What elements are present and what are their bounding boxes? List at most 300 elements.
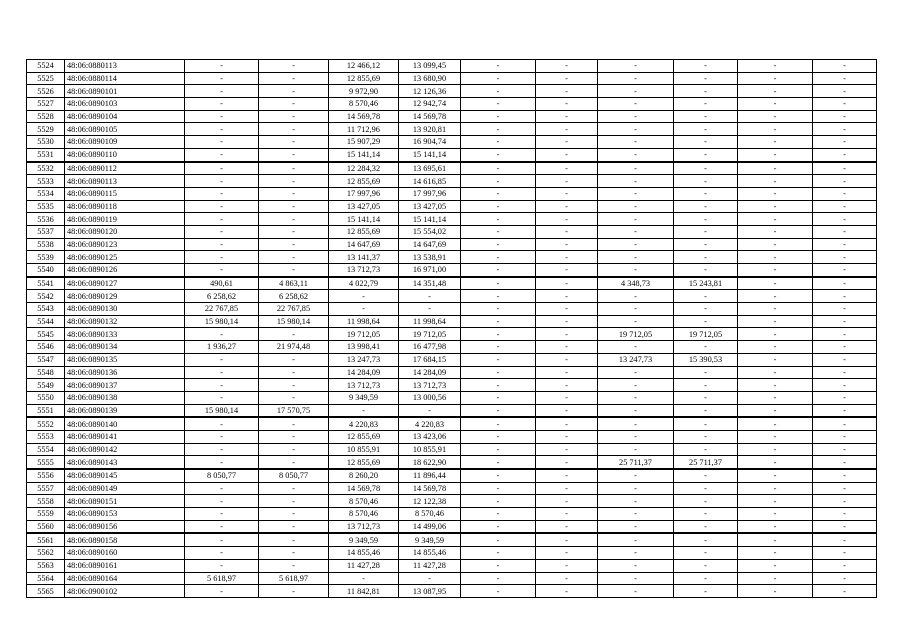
value-cell: - (738, 72, 813, 85)
value-cell: - (598, 559, 674, 572)
value-cell: - (399, 404, 461, 417)
value-cell: - (461, 559, 536, 572)
value-cell: - (738, 366, 813, 379)
value-cell: - (536, 213, 598, 226)
row-number-cell: 5554 (27, 443, 65, 456)
value-cell: - (738, 213, 813, 226)
value-cell: - (536, 238, 598, 251)
value-cell: - (738, 456, 813, 469)
row-number-cell: 5545 (27, 328, 65, 341)
value-cell: - (674, 213, 738, 226)
value-cell: - (536, 585, 598, 598)
table-row (27, 520, 877, 533)
value-cell: - (259, 123, 329, 136)
cadastral-number-cell: 48:06:0890151 (65, 495, 185, 508)
cadastral-number-cell: 48:06:0890141 (65, 430, 185, 443)
value-cell: - (185, 417, 259, 430)
table-row (27, 469, 877, 482)
row-number-cell: 5551 (27, 404, 65, 417)
row-number-cell: 5544 (27, 315, 65, 328)
value-cell: - (738, 251, 813, 264)
value-cell: - (598, 225, 674, 238)
value-cell: - (738, 585, 813, 598)
value-cell: - (461, 264, 536, 277)
value-cell: 11 998,64 (329, 315, 399, 328)
value-cell: - (461, 547, 536, 560)
value-cell: 4 022,79 (329, 277, 399, 290)
value-cell: - (259, 379, 329, 392)
cadastral-number-cell: 48:06:0890125 (65, 251, 185, 264)
table-row (27, 213, 877, 226)
value-cell: - (813, 495, 877, 508)
value-cell: - (185, 72, 259, 85)
table-row (27, 303, 877, 316)
value-cell: - (259, 508, 329, 521)
value-cell: - (461, 456, 536, 469)
value-cell: - (536, 328, 598, 341)
value-cell: - (185, 391, 259, 404)
value-cell: - (185, 98, 259, 111)
value-cell: - (598, 110, 674, 123)
value-cell: - (259, 456, 329, 469)
value-cell: 15 390,53 (674, 353, 738, 366)
row-number-cell: 5525 (27, 72, 65, 85)
value-cell: - (185, 547, 259, 560)
table-row (27, 72, 877, 85)
value-cell: - (536, 315, 598, 328)
value-cell: - (185, 200, 259, 213)
row-number-cell: 5560 (27, 520, 65, 533)
value-cell: - (259, 98, 329, 111)
value-cell: - (813, 315, 877, 328)
value-cell: - (536, 290, 598, 303)
value-cell: - (598, 98, 674, 111)
value-cell: 13 695,61 (399, 162, 461, 175)
value-cell: - (461, 353, 536, 366)
value-cell: - (813, 547, 877, 560)
value-cell: - (598, 85, 674, 98)
value-cell: - (185, 110, 259, 123)
row-number-cell: 5527 (27, 98, 65, 111)
value-cell: - (738, 98, 813, 111)
value-cell: - (674, 175, 738, 188)
value-cell: - (598, 175, 674, 188)
value-cell: - (536, 175, 598, 188)
row-number-cell: 5547 (27, 353, 65, 366)
value-cell: 13 538,91 (399, 251, 461, 264)
value-cell: - (185, 443, 259, 456)
value-cell: - (536, 443, 598, 456)
value-cell: - (185, 353, 259, 366)
value-cell: 11 427,28 (399, 559, 461, 572)
value-cell: - (813, 430, 877, 443)
cadastral-number-cell: 48:06:0890158 (65, 533, 185, 546)
value-cell: - (598, 251, 674, 264)
value-cell: 14 616,85 (399, 175, 461, 188)
cadastral-number-cell: 48:06:0890140 (65, 417, 185, 430)
value-cell: - (598, 123, 674, 136)
cadastral-number-cell: 48:06:0890143 (65, 456, 185, 469)
value-cell: 15 243,81 (674, 277, 738, 290)
value-cell: - (329, 572, 399, 585)
value-cell: - (813, 417, 877, 430)
value-cell: - (185, 136, 259, 149)
value-cell: - (813, 443, 877, 456)
value-cell: - (598, 200, 674, 213)
cadastral-number-cell: 48:06:0890153 (65, 508, 185, 521)
cadastral-number-cell: 48:06:0890105 (65, 123, 185, 136)
value-cell: - (813, 123, 877, 136)
value-cell: - (259, 238, 329, 251)
value-cell: 14 647,69 (399, 238, 461, 251)
value-cell: - (598, 315, 674, 328)
value-cell: - (536, 366, 598, 379)
value-cell: - (674, 251, 738, 264)
value-cell: - (813, 366, 877, 379)
value-cell: - (738, 341, 813, 354)
row-number-cell: 5549 (27, 379, 65, 392)
value-cell: - (259, 175, 329, 188)
value-cell: - (185, 328, 259, 341)
value-cell: - (738, 508, 813, 521)
value-cell: 14 569,78 (329, 110, 399, 123)
value-cell: - (813, 72, 877, 85)
value-cell: 4 863,11 (259, 277, 329, 290)
table-row (27, 225, 877, 238)
value-cell: 12 126,36 (399, 85, 461, 98)
value-cell: - (813, 85, 877, 98)
value-cell: - (813, 391, 877, 404)
value-cell: - (259, 251, 329, 264)
value-cell: - (185, 187, 259, 200)
value-cell: 14 569,78 (399, 110, 461, 123)
value-cell: 14 284,09 (329, 366, 399, 379)
value-cell: - (813, 341, 877, 354)
value-cell: - (598, 303, 674, 316)
row-number-cell: 5559 (27, 508, 65, 521)
value-cell: - (738, 391, 813, 404)
value-cell: - (674, 200, 738, 213)
value-cell: 13 141,37 (329, 251, 399, 264)
row-number-cell: 5542 (27, 290, 65, 303)
value-cell: 15 980,14 (185, 404, 259, 417)
value-cell: - (536, 533, 598, 546)
value-cell: - (461, 328, 536, 341)
value-cell: - (536, 187, 598, 200)
value-cell: 15 554,02 (399, 225, 461, 238)
value-cell: 17 570,75 (259, 404, 329, 417)
value-cell: - (813, 187, 877, 200)
value-cell: - (674, 303, 738, 316)
value-cell: - (598, 136, 674, 149)
value-cell: - (259, 148, 329, 161)
value-cell: - (598, 520, 674, 533)
cadastral-number-cell: 48:06:0880114 (65, 72, 185, 85)
table-row (27, 443, 877, 456)
cadastral-number-cell: 48:06:0890127 (65, 277, 185, 290)
value-cell: - (598, 585, 674, 598)
value-cell: - (674, 225, 738, 238)
value-cell: - (185, 148, 259, 161)
value-cell: - (598, 264, 674, 277)
value-cell: - (738, 162, 813, 175)
table-row (27, 290, 877, 303)
value-cell: 14 855,46 (329, 547, 399, 560)
value-cell: - (259, 213, 329, 226)
value-cell: - (461, 572, 536, 585)
row-number-cell: 5565 (27, 585, 65, 598)
value-cell: - (461, 98, 536, 111)
value-cell: - (738, 430, 813, 443)
value-cell: - (185, 366, 259, 379)
value-cell: - (185, 123, 259, 136)
value-cell: - (813, 110, 877, 123)
value-cell: 15 141,14 (329, 148, 399, 161)
value-cell: - (738, 264, 813, 277)
row-number-cell: 5533 (27, 175, 65, 188)
value-cell: - (598, 391, 674, 404)
value-cell: - (536, 123, 598, 136)
table-row (27, 162, 877, 175)
value-cell: - (813, 251, 877, 264)
row-number-cell: 5546 (27, 341, 65, 354)
value-cell: - (536, 430, 598, 443)
value-cell: - (329, 404, 399, 417)
value-cell: - (738, 417, 813, 430)
value-cell: 12 855,69 (329, 430, 399, 443)
row-number-cell: 5561 (27, 533, 65, 546)
row-number-cell: 5537 (27, 225, 65, 238)
value-cell: 25 711,37 (674, 456, 738, 469)
value-cell: 8 570,46 (399, 508, 461, 521)
value-cell: 6 258,62 (185, 290, 259, 303)
value-cell: - (813, 404, 877, 417)
value-cell: - (185, 213, 259, 226)
value-cell: 4 348,73 (598, 277, 674, 290)
table-row (27, 175, 877, 188)
value-cell: 14 569,78 (329, 482, 399, 495)
value-cell: - (259, 495, 329, 508)
value-cell: 9 349,59 (329, 391, 399, 404)
table-row (27, 533, 877, 546)
value-cell: - (674, 366, 738, 379)
value-cell: 19 712,05 (329, 328, 399, 341)
value-cell: 13 247,73 (598, 353, 674, 366)
cadastral-number-cell: 48:06:0890115 (65, 187, 185, 200)
value-cell: 12 855,69 (329, 72, 399, 85)
table-row (27, 572, 877, 585)
value-cell: - (738, 110, 813, 123)
value-cell: 22 767,85 (185, 303, 259, 316)
value-cell: - (259, 417, 329, 430)
value-cell: - (461, 303, 536, 316)
value-cell: 15 907,29 (329, 136, 399, 149)
value-cell: - (598, 404, 674, 417)
value-cell: - (461, 225, 536, 238)
value-cell: - (813, 162, 877, 175)
value-cell: - (461, 175, 536, 188)
value-cell: - (674, 404, 738, 417)
value-cell: - (738, 136, 813, 149)
table-row (27, 238, 877, 251)
value-cell: - (259, 200, 329, 213)
value-cell: - (536, 148, 598, 161)
value-cell: - (738, 60, 813, 73)
value-cell: - (813, 98, 877, 111)
cadastral-number-cell: 48:06:0890101 (65, 85, 185, 98)
value-cell: - (185, 495, 259, 508)
cadastral-number-cell: 48:06:0890129 (65, 290, 185, 303)
table-row (27, 328, 877, 341)
value-cell: - (674, 482, 738, 495)
value-cell: - (461, 187, 536, 200)
value-cell: - (461, 482, 536, 495)
value-cell: - (674, 533, 738, 546)
value-cell: - (536, 341, 598, 354)
table-row (27, 482, 877, 495)
cadastral-number-cell: 48:06:0890126 (65, 264, 185, 277)
value-cell: - (674, 469, 738, 482)
table-row (27, 456, 877, 469)
value-cell: 9 349,59 (399, 533, 461, 546)
table-row (27, 264, 877, 277)
value-cell: 16 904,74 (399, 136, 461, 149)
cadastral-number-cell: 48:06:0890156 (65, 520, 185, 533)
value-cell: - (598, 72, 674, 85)
value-cell: - (813, 136, 877, 149)
value-cell: - (461, 417, 536, 430)
table-row (27, 200, 877, 213)
value-cell: - (674, 391, 738, 404)
row-number-cell: 5556 (27, 469, 65, 482)
cadastral-number-cell: 48:06:0890133 (65, 328, 185, 341)
value-cell: 14 284,09 (399, 366, 461, 379)
value-cell: - (738, 148, 813, 161)
value-cell: - (598, 341, 674, 354)
value-cell: 5 618,97 (259, 572, 329, 585)
value-cell: - (461, 315, 536, 328)
value-cell: - (399, 303, 461, 316)
value-cell: 14 351,48 (399, 277, 461, 290)
cadastral-number-cell: 48:06:0890113 (65, 175, 185, 188)
value-cell: - (738, 572, 813, 585)
value-cell: - (329, 290, 399, 303)
row-number-cell: 5528 (27, 110, 65, 123)
value-cell: - (536, 391, 598, 404)
value-cell: - (461, 72, 536, 85)
table-row (27, 495, 877, 508)
value-cell: - (259, 559, 329, 572)
value-cell: - (598, 162, 674, 175)
value-cell: - (185, 482, 259, 495)
value-cell: - (536, 520, 598, 533)
value-cell: - (461, 520, 536, 533)
value-cell: - (536, 225, 598, 238)
value-cell: - (674, 520, 738, 533)
value-cell: 17 997,96 (399, 187, 461, 200)
value-cell: - (813, 175, 877, 188)
value-cell: - (185, 456, 259, 469)
value-cell: - (461, 213, 536, 226)
value-cell: - (598, 238, 674, 251)
value-cell: - (536, 110, 598, 123)
value-cell: 12 855,69 (329, 225, 399, 238)
table-row (27, 391, 877, 404)
value-cell: 19 712,05 (598, 328, 674, 341)
value-cell: - (813, 585, 877, 598)
value-cell: - (185, 508, 259, 521)
value-cell: 12 855,69 (329, 456, 399, 469)
value-cell: - (738, 315, 813, 328)
value-cell: - (598, 572, 674, 585)
value-cell: - (329, 303, 399, 316)
table-row (27, 341, 877, 354)
cadastral-number-cell: 48:06:0890103 (65, 98, 185, 111)
value-cell: - (185, 379, 259, 392)
value-cell: - (674, 123, 738, 136)
cadastral-number-cell: 48:06:0890130 (65, 303, 185, 316)
value-cell: - (738, 443, 813, 456)
value-cell: 10 855,91 (399, 443, 461, 456)
value-cell: - (813, 148, 877, 161)
value-cell: - (738, 533, 813, 546)
value-cell: - (461, 404, 536, 417)
value-cell: - (536, 508, 598, 521)
value-cell: 13 099,45 (399, 60, 461, 73)
value-cell: - (461, 277, 536, 290)
value-cell: - (598, 533, 674, 546)
row-number-cell: 5543 (27, 303, 65, 316)
value-cell: 22 767,85 (259, 303, 329, 316)
value-cell: - (674, 110, 738, 123)
value-cell: 12 942,74 (399, 98, 461, 111)
value-cell: - (598, 60, 674, 73)
value-cell: - (536, 495, 598, 508)
value-cell: - (185, 60, 259, 73)
value-cell: - (461, 148, 536, 161)
value-cell: 8 050,77 (259, 469, 329, 482)
table-row (27, 430, 877, 443)
row-number-cell: 5538 (27, 238, 65, 251)
value-cell: - (598, 417, 674, 430)
value-cell: 15 141,14 (399, 213, 461, 226)
value-cell: - (461, 290, 536, 303)
value-cell: - (461, 200, 536, 213)
value-cell: - (259, 136, 329, 149)
value-cell: - (185, 559, 259, 572)
value-cell: - (259, 187, 329, 200)
value-cell: - (598, 290, 674, 303)
value-cell: - (674, 341, 738, 354)
value-cell: - (185, 175, 259, 188)
value-cell: - (536, 162, 598, 175)
value-cell: - (461, 469, 536, 482)
value-cell: - (259, 520, 329, 533)
value-cell: 13 712,73 (329, 264, 399, 277)
value-cell: - (461, 60, 536, 73)
value-cell: - (536, 251, 598, 264)
value-cell: - (259, 353, 329, 366)
row-number-cell: 5564 (27, 572, 65, 585)
row-number-cell: 5562 (27, 547, 65, 560)
row-number-cell: 5548 (27, 366, 65, 379)
cadastral-number-cell: 48:06:0890142 (65, 443, 185, 456)
row-number-cell: 5563 (27, 559, 65, 572)
value-cell: - (536, 559, 598, 572)
table-row (27, 366, 877, 379)
value-cell: - (813, 469, 877, 482)
table-row (27, 353, 877, 366)
